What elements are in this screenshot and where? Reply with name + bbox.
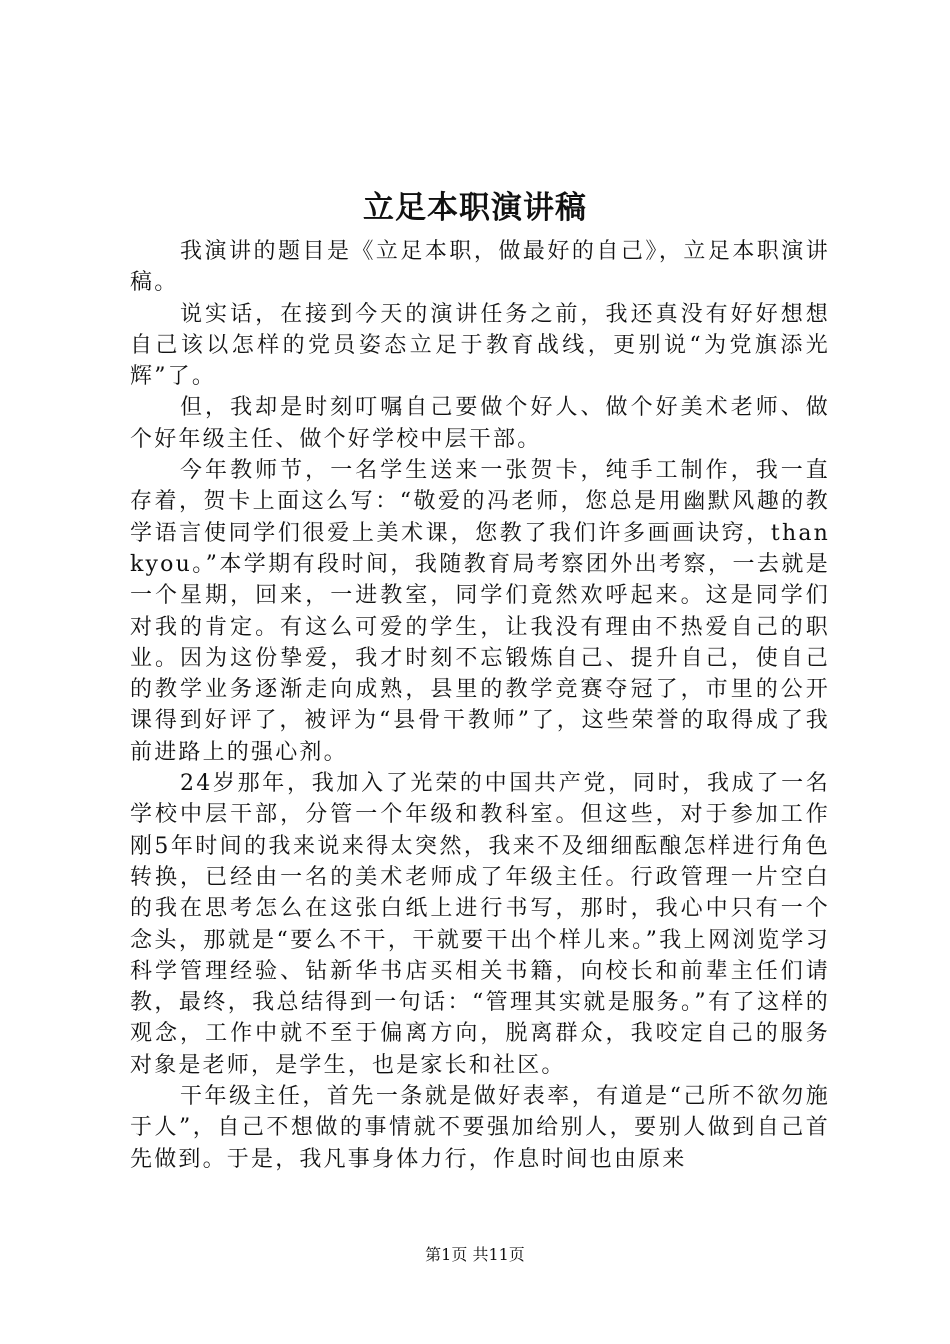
paragraph-2: 说实话，在接到今天的演讲任务之前，我还真没有好好想想自己该以怎样的党员姿态立足于教育战线，更别说“为党旗添光辉”了。 [130,301,830,390]
paragraph-6: 干年级主任，首先一条就是做好表率，有道是“己所不欲勿施于人”，自己不想做的事情就不要强加给别人，要别人做到自己首先做到。于是，我凡事身体力行，作息时间也由原来 [130,1084,830,1172]
paragraph-3: 但，我却是时刻叮嘱自己要做个好人、做个好美术老师、做个好年级主任、做个好学校中层干部。 [130,395,830,452]
paragraph-1: 我演讲的题目是《立足本职，做最好的自己》，立足本职演讲稿。 [130,239,830,296]
document-body [130,236,830,1175]
paragraph-5: 24岁那年，我加入了光荣的中国共产党，同时，我成了一名学校中层干部，分管一个年级和教科室。但这些，对于参加工作刚5年时间的我来说来得太突然，我来不及细细酝酿怎样进行角色转换，已经由一名的美术老师成了年级主任。行政管理一片空白的我在思考怎么在这张白纸上进行书写，那时，我心中只有一个念头，那就是“要么不干，干就要干出个样儿来。”我上网浏览学习科学管理经验、钻新华书店买相关书籍，向校长和前辈主任们请教，最终，我总结得到一句话：“管理其实就是服务。”有了这样的观念，工作中就不至于偏离方向，脱离群众，我咬定自己的服务对象是老师，是学生，也是家长和社区。 [130,771,830,1078]
paragraph-4: 今年教师节，一名学生送来一张贺卡，纯手工制作，我一直存着，贺卡上面这么写：“敬爱的冯老师，您总是用幽默风趣的教学语言使同学们很爱上美术课，您教了我们许多画画诀窍，thankyou。”本学期有段时间，我随教育局考察团外出考察，一去就是一个星期，回来，一进教室，同学们竟然欢呼起来。这是同学们对我的肯定。有这么可爱的学生，让我没有理由不热爱自己的职业。因为这份挚爱，我才时刻不忘锻炼自己、提升自己，使自己的教学业务逐渐走向成熟，县里的教学竞赛夺冠了，市里的公开课得到好评了，被评为“县骨干教师”了，这些荣誉的取得成了我前进路上的强心剂。 [130,458,830,765]
document-title: 立足本职演讲稿 [363,190,587,226]
page-number-footer: 第1页 共11页 [425,1245,525,1264]
